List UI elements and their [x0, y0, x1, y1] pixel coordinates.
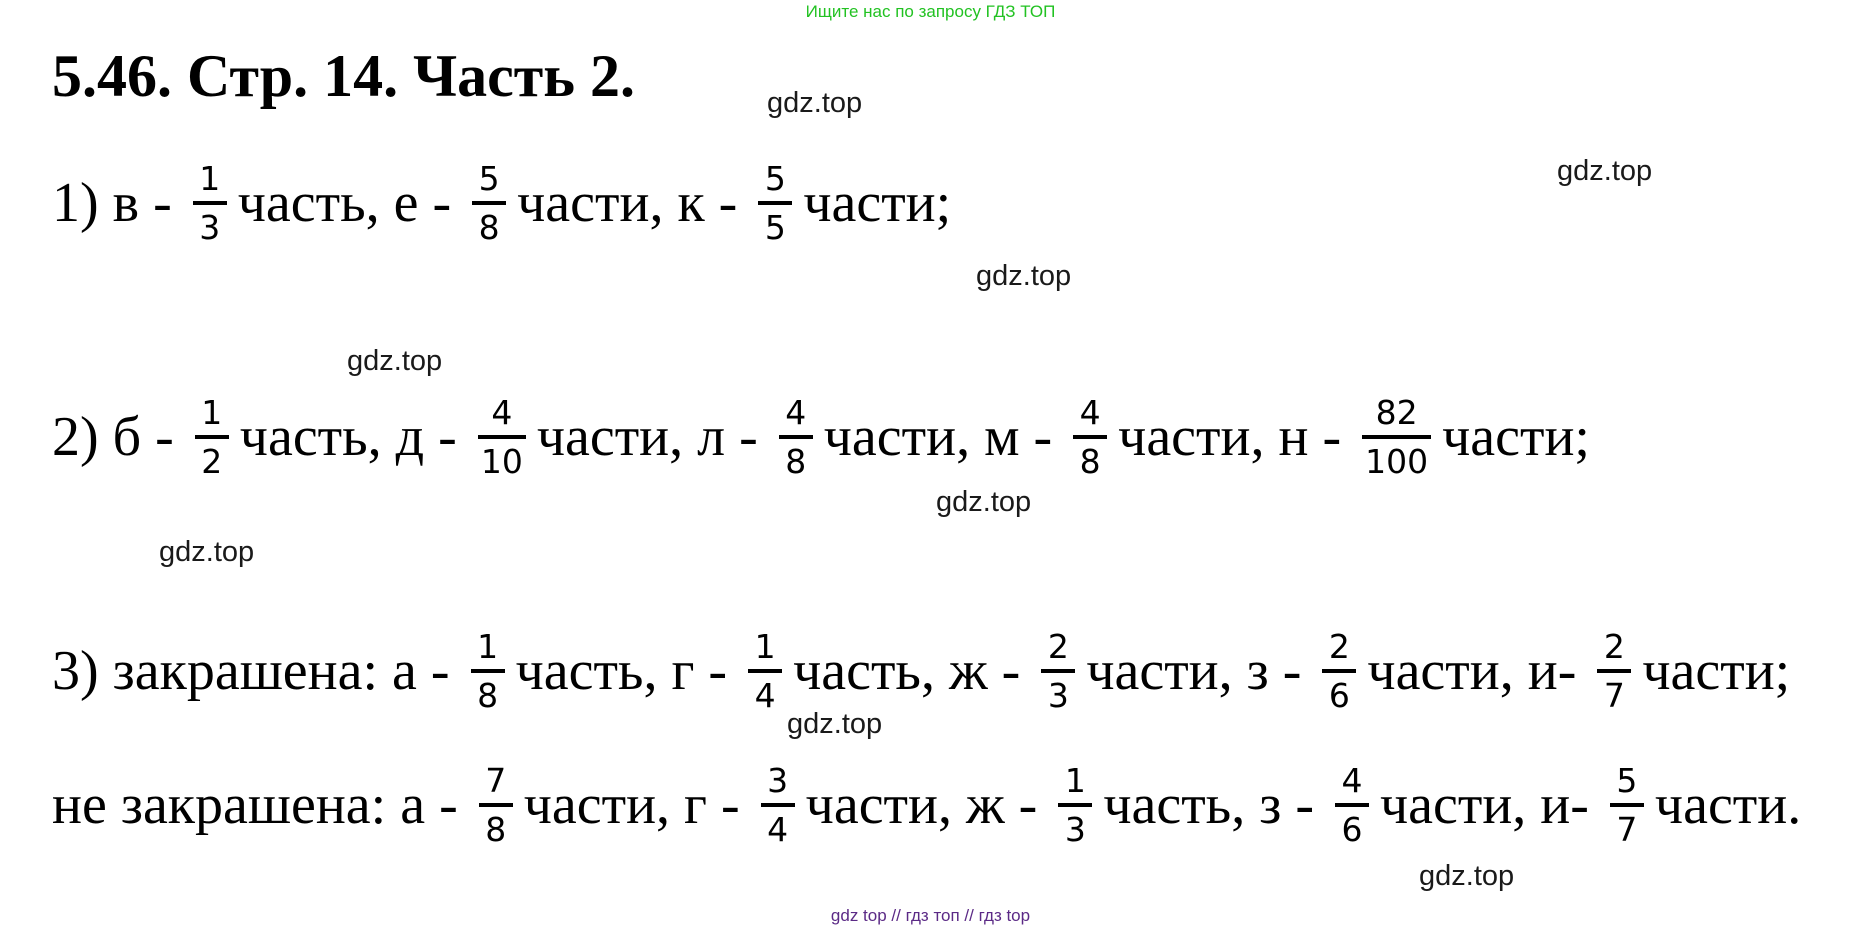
watermark: gdz.top — [1557, 155, 1653, 187]
fraction — [195, 394, 229, 481]
fraction-denominator: 4 — [748, 669, 782, 715]
fraction-denominator: 7 — [1597, 669, 1631, 715]
answer-text: 1) в - — [52, 172, 186, 235]
fraction — [193, 160, 227, 247]
answer-text: части. — [1654, 774, 1802, 837]
fraction-numerator: 5 — [1616, 761, 1638, 800]
fraction — [471, 628, 505, 715]
fraction-numerator: 4 — [491, 393, 513, 432]
watermark: gdz.top — [787, 708, 883, 740]
fraction-numerator: 1 — [1064, 761, 1086, 800]
fraction — [1597, 628, 1631, 715]
fraction-numerator: 5 — [478, 159, 500, 198]
fraction-numerator: 1 — [754, 627, 776, 666]
answer-text: часть, д - — [239, 406, 471, 469]
fraction-numerator: 3 — [767, 761, 789, 800]
fraction-denominator: 8 — [779, 435, 813, 481]
answer-text: часть, г - — [515, 640, 742, 703]
answer-text: части; — [1442, 406, 1590, 469]
fraction-denominator: 3 — [193, 201, 227, 247]
fraction-denominator: 4 — [761, 803, 795, 849]
answer-text: части, ж - — [805, 774, 1052, 837]
fraction — [479, 762, 513, 849]
fraction — [1058, 762, 1092, 849]
fraction-denominator: 5 — [758, 201, 792, 247]
fraction-numerator: 4 — [1079, 393, 1101, 432]
answer-text: 3) закрашена: а - — [52, 640, 464, 703]
fraction — [1335, 762, 1369, 849]
fraction-denominator: 10 — [478, 435, 526, 481]
fraction — [758, 160, 792, 247]
page-title: 5.46. Стр. 14. Часть 2. — [52, 43, 635, 109]
fraction-denominator: 8 — [479, 803, 513, 849]
fraction-denominator: 8 — [471, 669, 505, 715]
answer-text: часть, ж - — [793, 640, 1035, 703]
fraction — [779, 394, 813, 481]
answer-text: части, з - — [1086, 640, 1316, 703]
fraction-numerator: 4 — [1341, 761, 1363, 800]
watermark: gdz.top — [976, 260, 1072, 292]
fraction-numerator: 2 — [1047, 627, 1069, 666]
answer-line-3 — [52, 628, 1790, 715]
answer-text: части, и- — [1367, 640, 1591, 703]
fraction — [761, 762, 795, 849]
watermark: gdz.top — [936, 486, 1032, 518]
answer-text: 2) б - — [52, 406, 188, 469]
answer-text: части; — [1642, 640, 1791, 703]
fraction-numerator: 1 — [199, 159, 221, 198]
fraction-denominator: 3 — [1041, 669, 1075, 715]
answer-line-1 — [52, 160, 951, 247]
answer-line-4 — [52, 762, 1801, 849]
fraction-denominator: 2 — [195, 435, 229, 481]
watermark: gdz.top — [347, 345, 443, 377]
fraction-numerator: 7 — [485, 761, 507, 800]
answer-text: части, г - — [523, 774, 754, 837]
fraction — [1610, 762, 1644, 849]
watermark: gdz.top — [1419, 860, 1515, 892]
fraction-numerator: 1 — [201, 393, 223, 432]
fraction-numerator: 1 — [477, 627, 499, 666]
answer-line-2 — [52, 394, 1590, 481]
watermark: gdz.top — [159, 536, 255, 568]
fraction-denominator: 100 — [1362, 435, 1431, 481]
answer-text: части; — [803, 172, 952, 235]
answer-text: часть, з - — [1103, 774, 1328, 837]
fraction-numerator: 4 — [785, 393, 807, 432]
fraction-numerator: 5 — [764, 159, 786, 198]
top-banner: Ищите нас по запросу ГДЗ ТОП — [805, 2, 1056, 21]
fraction-denominator: 6 — [1335, 803, 1369, 849]
fraction-numerator: 2 — [1603, 627, 1625, 666]
answer-text: части, и- — [1379, 774, 1603, 837]
fraction-numerator: 82 — [1375, 393, 1418, 432]
watermark: gdz.top — [767, 87, 863, 119]
answer-text: не закрашена: а - — [52, 774, 472, 837]
fraction — [1041, 628, 1075, 715]
answer-text: части, к - — [517, 172, 752, 235]
answer-text: части, м - — [823, 406, 1067, 469]
fraction — [1362, 394, 1431, 481]
fraction — [1322, 628, 1356, 715]
bottom-banner: gdz top // гдз топ // гдз top — [830, 906, 1031, 925]
fraction-denominator: 7 — [1610, 803, 1644, 849]
fraction — [472, 160, 506, 247]
fraction — [478, 394, 526, 481]
fraction-numerator: 2 — [1328, 627, 1350, 666]
answer-text: части, н - — [1118, 406, 1356, 469]
fraction-denominator: 6 — [1322, 669, 1356, 715]
answer-text: части, л - — [536, 406, 772, 469]
fraction-denominator: 8 — [472, 201, 506, 247]
fraction — [748, 628, 782, 715]
fraction-denominator: 8 — [1073, 435, 1107, 481]
answer-text: часть, е - — [237, 172, 466, 235]
fraction — [1073, 394, 1107, 481]
fraction-denominator: 3 — [1058, 803, 1092, 849]
